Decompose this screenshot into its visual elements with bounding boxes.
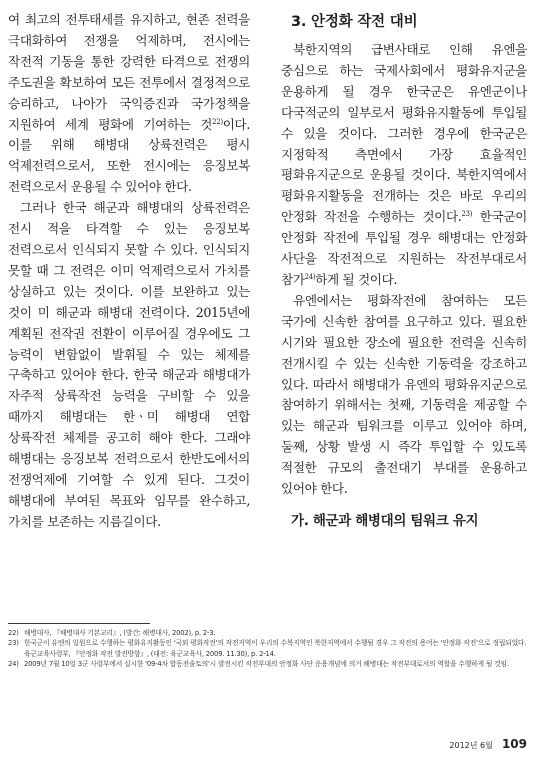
footnote-ref-22: 22) — [212, 117, 223, 126]
page-number: 109 — [501, 737, 527, 751]
footnote-23: 23) 한국군이 유엔의 일원으로 수행하는 평화유지활동인 '국외 평화작전'의 작전지역이 우리의 수복지역인 북한지역에서 수행될 경우 그 작전의 용어는 '안정화 작전'으로 정립되었다. 육군교육사령부, 『안정화 작전 발전방향』, (대전: 육군교육사, 2009. 11.30), p. 2-14. — [8, 639, 527, 658]
footnote-ref-23: 23) — [461, 210, 473, 219]
footnote-24: 24) 2009년 7월 10일 3군 사령부에서 실시한 '09-4차 합동전술토의'시 발전시킨 작전부대의 안정화 사단 운용개념에 의거 해병대는 작전부대로서의 역할을 수행하게 될 것임. — [8, 660, 509, 669]
left-column — [8, 10, 250, 533]
left-paragraph-1: 여 최고의 전투태세를 유지하고, 현존 전력을 극대화하여 전쟁을 억제하며, 전시에는 작전적 기동을 통한 강력한 타격으로 전쟁의 주도권을 확보하여 모든 전투에서 결정적으로 승리하고, 나아가 국익증진과 국가정책을 지원하여 세계 평화에 기여하는 것$^{22)}$이다. 이를 위해 해병대 상륙전력은 평시 억제전력으로서, 또한 전시에는 응징보복 전력으로서 운용될 수 있어야 한다. — [8, 12, 250, 195]
issue-date: 2012년 6월 — [449, 741, 493, 750]
page-footer — [449, 733, 527, 752]
right-paragraph-2: 유엔에서는 평화작전에 참여하는 모든 국가에 신속한 참여를 요구하고 있다. 필요한 시기와 필요한 장소에 필요한 전력을 신속히 전개시킬 수 있는 신속한 기동력을 강조하고 있다. 따라서 해병대가 유엔의 평화유지군으로 참여하기 위해서는 첫째, 기동력을 제공할 수 있는 해군과 팀워크를 이루고 있어야 하며, 둘째, 상황 발생 시 즉각 투입할 수 있도록 적절한 규모의 출전대기 부대를 운용하고 있어야 한다. — [281, 292, 527, 497]
footnote-ref-24: 24) — [304, 272, 316, 281]
footnotes — [8, 628, 527, 670]
subsection-title: 가. 해군과 해병대의 팀워크 유지 — [291, 512, 479, 529]
right-column — [281, 10, 527, 532]
right-paragraph-1: 북한지역의 급변사태로 인해 유엔을 중심으로 하는 국제사회에서 평화유지군을 운용하게 될 경우 한국군은 유엔군이나 다국적군의 일부로서 평화유지활동에 투입될 수 있을 것이다. 그러한 경우에 한국군은 지정학적 측면에서 가장 효율적인 평화유지군으로 운용될 것이다. 북한지역에서 평화유지활동을 전개하는 것은 바로 우리의 안정화 작전을 수행하는 것이다.$^{23)}$ 한국군이 안정화 작전에 투입될 경우 해병대는 안정화 사단을 작전적으로 지원하는 작전부대로서 참가$^{24)}$하게 될 것이다. — [281, 42, 527, 287]
section-title: 3. 안정화 작전 대비 — [291, 14, 418, 30]
left-paragraph-2: 그러나 한국 해군과 해병대의 상륙전력은 전시 적을 타격할 수 있는 응징보복 전력으로서 인식되지 못할 수 있다. 인식되지 못할 때 그 전력은 이미 억제력으로서 가치를 상실하고 있는 것이다. 이를 보완하고 있는 것이 미 해군과 해병대 전력이다. 2015년에 계획된 전작권 전환이 이루어질 경우에도 그 능력이 변함없이 발휘될 수 있는 체제를 구축하고 있어야 한다. 한국 해군과 해병대가 자주적 상륙작전 능력을 구비할 수 있을 때까지 해병대는 한ㆍ미 해병대 연합 상륙작전 체제를 공고히 해야 한다. 그래야 해병대는 응징보복 전력으로서 한반도에서의 전쟁억제에 기여할 수 있게 된다. 그것이 해병대에 부여된 목표와 임무를 완수하고, 가치를 보존하는 지름길이다. — [8, 200, 250, 529]
footnote-22: 22) 해병대사, 『해병대사 기본교리』, (발간: 해병대사, 2002), p. 2-3. — [8, 629, 216, 637]
footnote-divider — [8, 623, 150, 624]
